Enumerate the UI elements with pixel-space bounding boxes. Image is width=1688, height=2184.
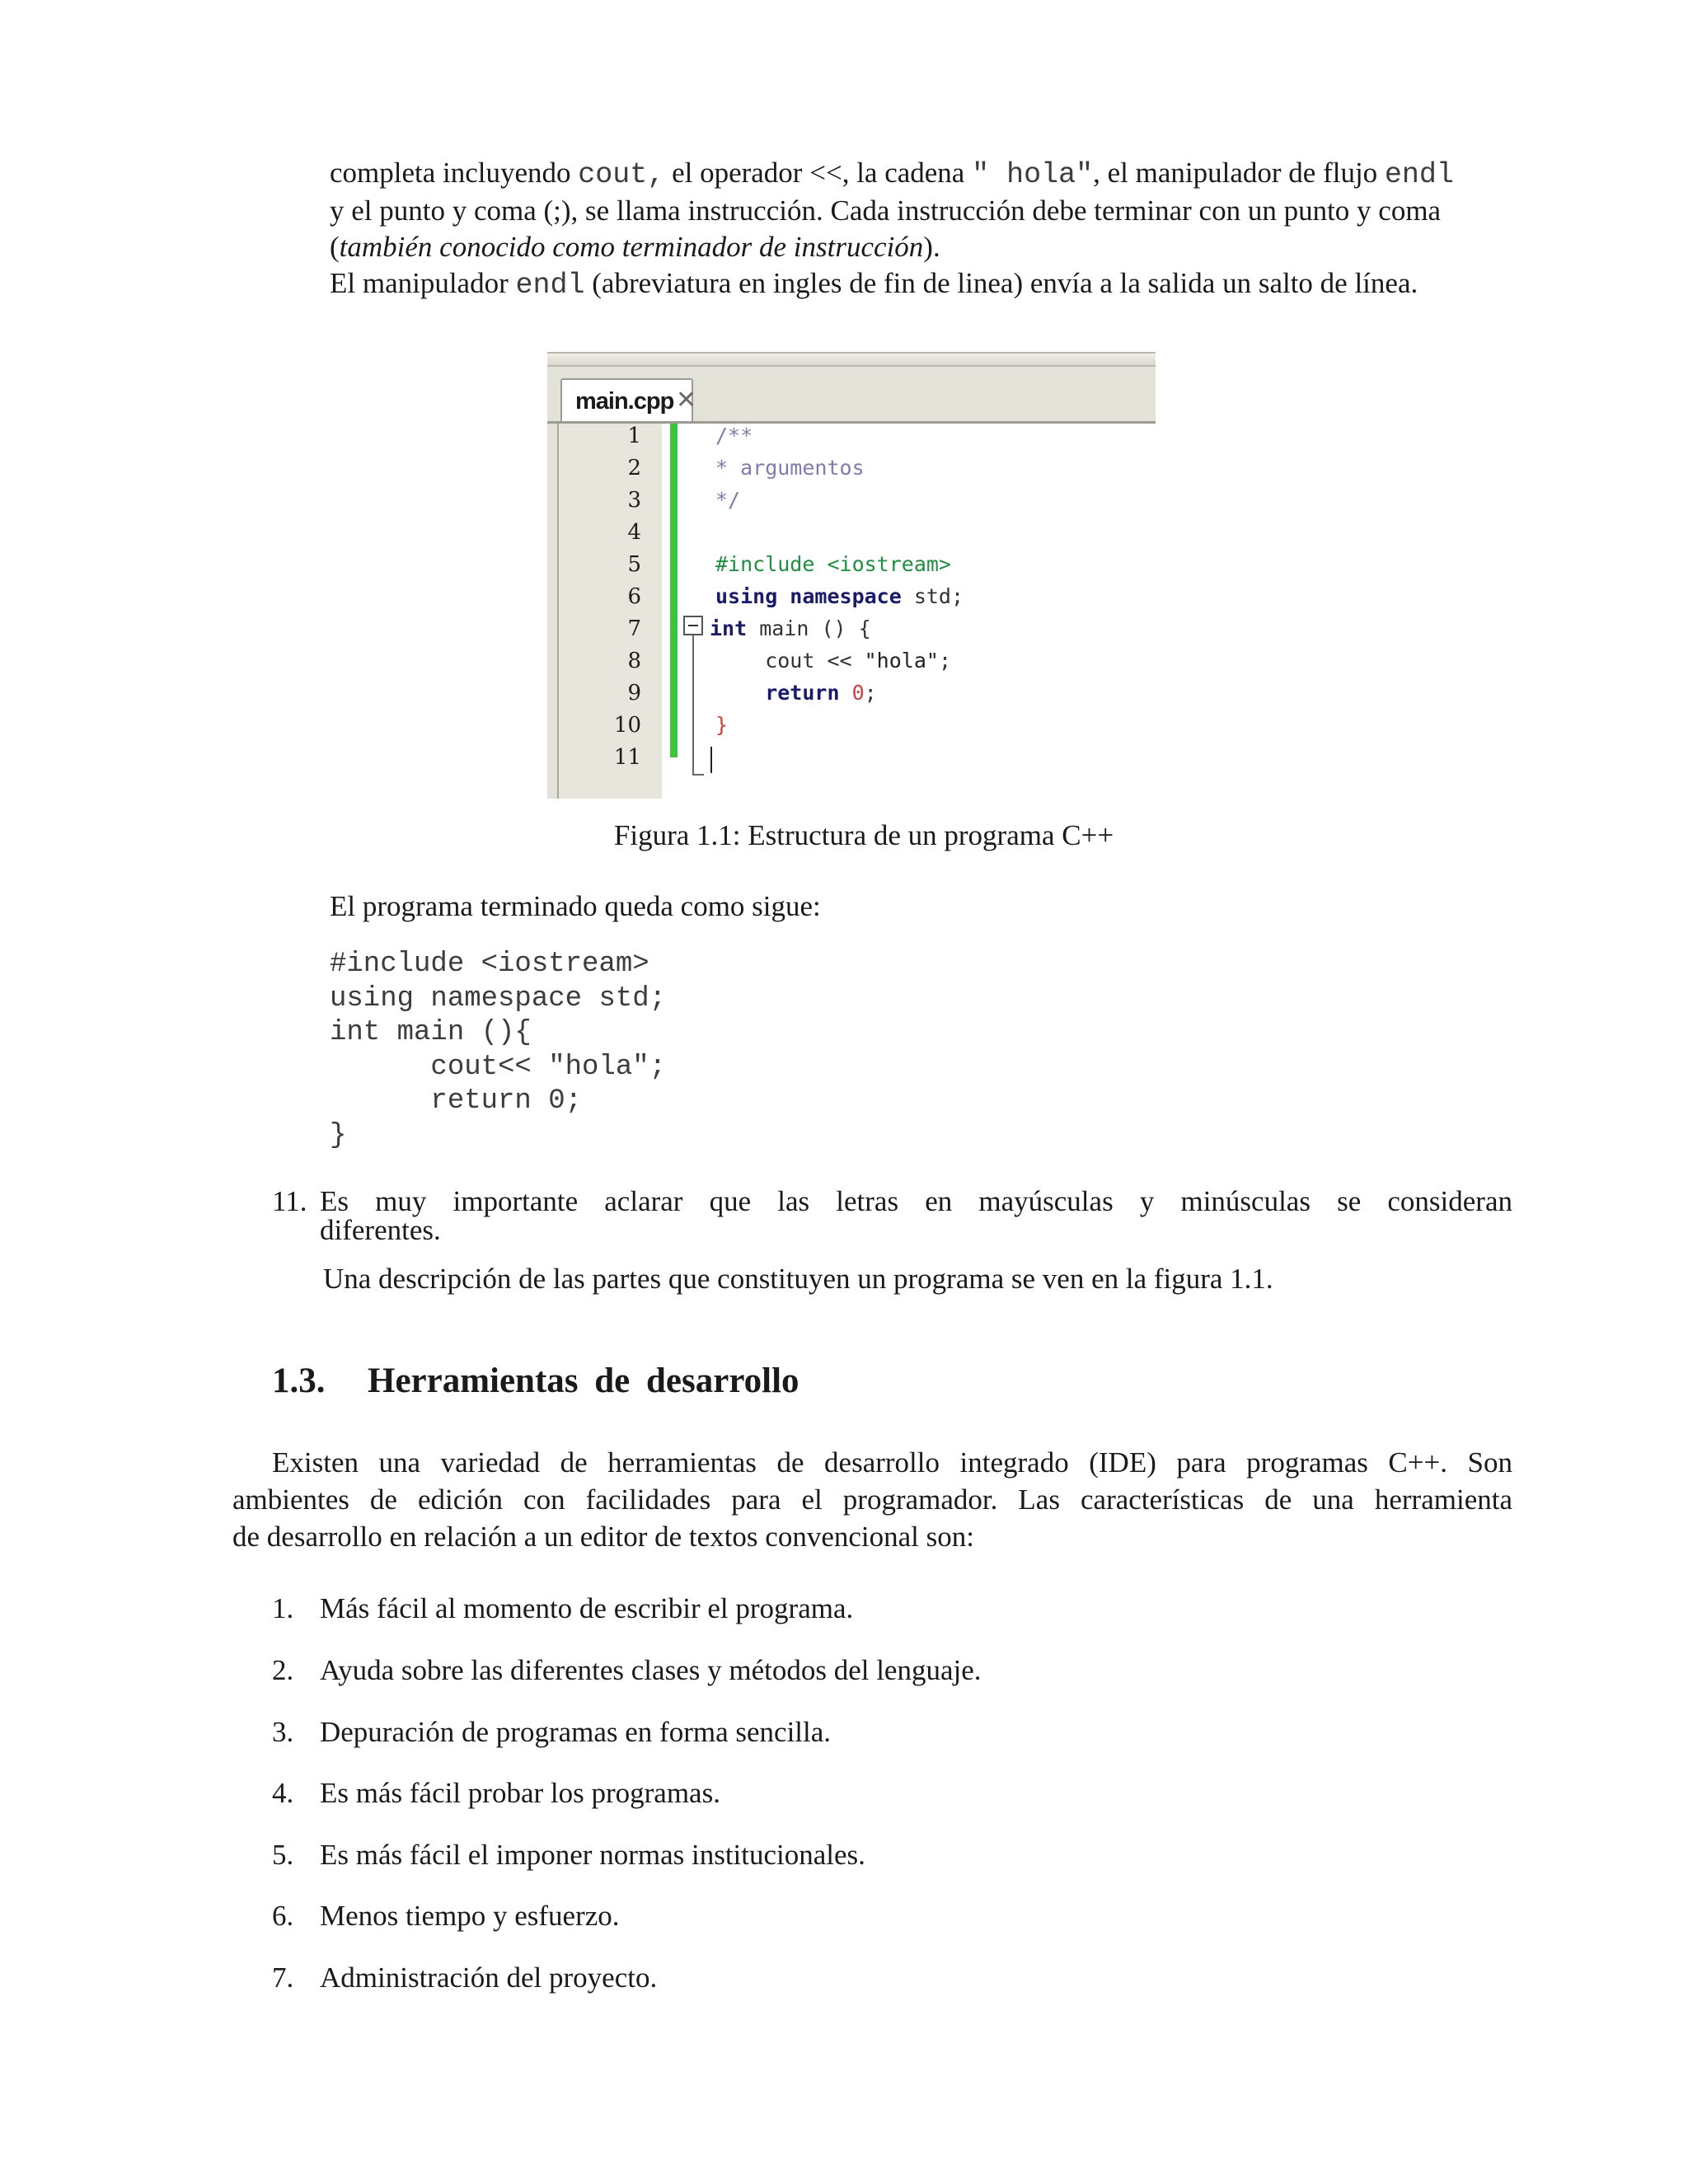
intro-paragraph [330,155,1512,303]
ide-paragraph [232,1444,1512,1555]
list-item-text: Administración del proyecto. [320,1961,658,1994]
line-number: 5 [627,552,641,577]
code-line-7 [710,616,871,641]
code-line-5: #include <iostream> [715,552,951,576]
line-number: 10 [613,713,641,738]
editor-tab-main-cpp[interactable] [560,378,697,423]
close-icon[interactable]: ✕ [676,386,697,415]
line-number: 6 [627,584,641,609]
code-line-2: * argumentos [715,456,865,480]
intro-line-1 [330,155,1512,193]
code-line-8 [715,649,951,673]
line-number: 9 [627,681,641,705]
intro-text: ). [923,231,940,263]
program-line: #include <iostream> [330,949,649,980]
list-item-text: Es muy importante aclarar que las letras en mayúsculas y minúsculas se consideran [320,1185,1512,1217]
code-line-10: } [715,713,729,737]
program-line: using namespace std; [330,982,667,1015]
list-item-text: Más fácil al momento de escribir el programa. [320,1592,854,1624]
line-number: 8 [627,649,641,673]
line-number: 4 [627,520,641,545]
lead-text: El programa terminado queda como sigue: [330,890,821,922]
paragraph-line: de desarrollo en relación a un editor de textos convencional son: [232,1521,974,1553]
ide-screenshot-figure [547,352,1156,799]
list-number: 1. [272,1592,294,1624]
program-line: cout<< "hola"; [330,1051,667,1083]
list-number: 4. [272,1777,294,1809]
code-line-9 [715,681,877,705]
intro-text: (abreviatura en ingles de fin de linea) envía a la salida un salto de línea. [584,267,1418,299]
editor-tab-label: main.cpp [575,388,674,415]
fold-collapse-icon[interactable] [683,616,703,635]
fold-guide-end [692,774,704,776]
line-number: 2 [627,456,641,480]
line-number: 1 [627,424,641,448]
intro-text: El manipulador [330,267,516,299]
fold-guide-line [692,635,694,776]
code-string: "hola" [864,649,939,673]
list-item-text: Menos tiempo y esfuerzo. [320,1900,620,1932]
code-text: main () { [747,616,871,640]
code-text: ; [938,649,951,673]
list-number: 5. [272,1839,294,1871]
list-item-text-continued: diferentes. [320,1214,441,1246]
intro-text: el operador <<, la cadena [664,157,973,189]
list-item-text: Depuración de programas en forma sencilla. [320,1716,832,1748]
section-title: Herramientas de desarrollo [368,1361,799,1400]
code-line-1: /** [715,424,753,448]
code-line-3: */ [715,488,741,512]
inline-code-endl: endl [1384,158,1454,191]
code-number: 0 [839,681,865,705]
paragraph-line: ambientes de edición con facilidades para el programador. Las características de una herramienta [232,1483,1512,1516]
code-keyword: int [710,616,748,640]
intro-line-2: y el punto y coma (;), se llama instrucción. Cada instrucción debe terminar con un punto y coma [330,194,1442,227]
text-cursor [710,747,712,773]
line-number: 11 [613,745,641,770]
program-line: return 0; [330,1085,583,1117]
line-number: 7 [627,616,641,641]
figure-caption: Figura 1.1: Estructura de un programa C++ [613,819,1114,851]
list-number: 6. [272,1900,294,1932]
list-number: 11. [272,1185,307,1217]
list-item-text: Es más fácil probar los programas. [320,1777,720,1809]
list-item-text: Ayuda sobre las diferentes clases y métodos del lenguaje. [320,1654,982,1686]
list-item-text: Es más fácil el imponer normas institucionales. [320,1839,865,1871]
line-number: 3 [627,488,641,513]
inline-code-endl: endl [515,269,585,302]
intro-italic-text: también conocido como terminador de instrucción [339,231,924,263]
program-line: int main (){ [330,1017,532,1048]
intro-line-3 [330,229,1512,265]
list-number: 3. [272,1716,294,1748]
intro-text: , el manipulador de flujo [1093,157,1385,189]
list-number: 2. [272,1654,294,1686]
paragraph-line: Existen una variedad de herramientas de desarrollo integrado (IDE) para programas C++. Son [272,1446,1512,1479]
code-keyword: return [715,681,840,705]
code-text: ; [864,681,877,705]
code-line-6 [715,584,964,609]
figure-description: Una descripción de las partes que constituyen un programa se ven en la figura 1.1. [323,1263,1273,1295]
inline-code-hola: " hola" [972,158,1094,191]
code-editor[interactable] [557,424,1156,799]
ide-toolbar-strip [547,354,1156,367]
intro-text: ( [330,231,340,263]
code-text: cout << [715,649,865,673]
code-keyword: using namespace [715,584,902,608]
change-marker-bar [670,424,678,757]
list-number: 7. [272,1961,294,1994]
program-code-block [330,948,666,1153]
intro-line-4 [330,265,1512,303]
inline-code-cout: cout, [578,158,665,191]
section-number: 1.3. [272,1361,326,1400]
intro-text: completa incluyendo [330,157,579,189]
code-text: std; [901,584,964,608]
program-line: } [330,1119,347,1151]
